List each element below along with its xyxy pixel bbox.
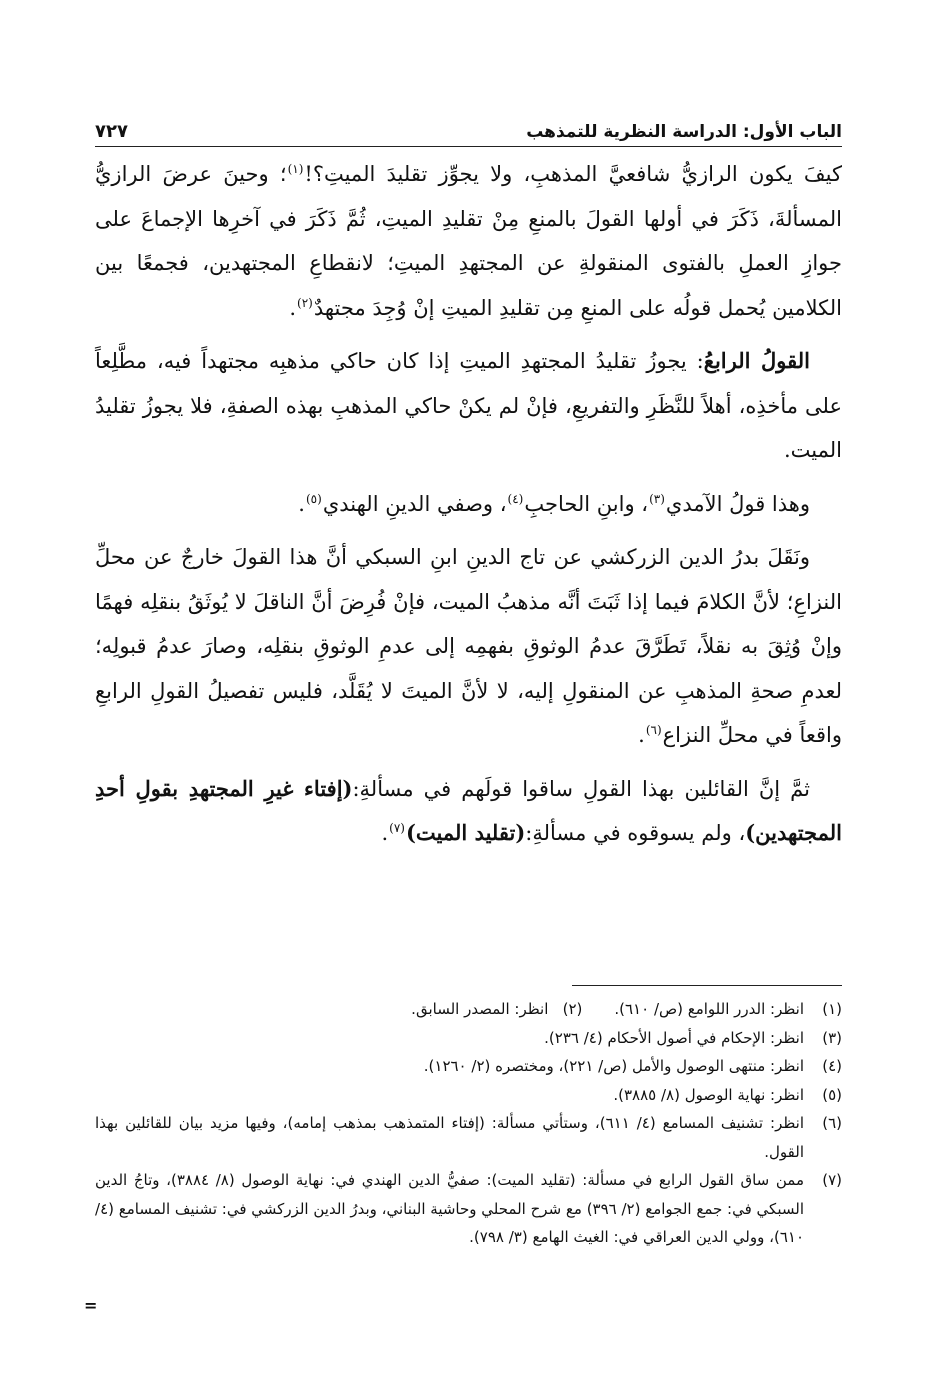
- continuation-mark: =: [84, 1296, 98, 1315]
- paragraph-3: وهذا قولُ الآمدي$^{(٣)}$، وابنِ الحاجبِ$^{(٤)}$، وصفي الدينِ الهندي$^{(٥)}$.: [298, 491, 810, 516]
- footnote-number: (٤): [822, 1057, 842, 1075]
- footnote-ref-4[interactable]: (٤): [507, 491, 524, 506]
- footnote-5: [95, 1081, 842, 1110]
- footnote-text: انظر: المصدر السابق.: [411, 1000, 549, 1018]
- footnote-text: ممن ساق القول الرابع في مسألة: (تقليد الميت): صفيُّ الدين الهندي في: نهاية الوصول (٨/ ٣٨٨٤)، وتاجُ الدين السبكي في: جمع الجوامع (٢/ ٣٩٦) مع شرح المحلي وحاشية البناني، وبدرُ الدين الزركشي في: تشنيف المسامع (٤/ ٦١٠)، وولي الدين العراقي في: الغيث الهامع (٣/ ٧٩٨).: [95, 1171, 804, 1246]
- footnote-number: (٦): [822, 1114, 842, 1132]
- footnote-text: انظر: منتهى الوصول والأمل (ص/ ٢٢١)، ومختصره (٢/ ١٢٦٠).: [423, 1057, 804, 1075]
- footnote-3: [95, 1024, 842, 1053]
- footnote-text: انظر: تشنيف المسامع (٤/ ٦١١)، وستأتي مسألة: (إفتاء المتمذهب بمذهب إمامه)، وفيها مزيد بيان للقائلين بهذا القول.: [95, 1114, 804, 1161]
- footnote-text: انظر: الدرر اللوامع (ص/ ٦١٠).: [614, 1000, 804, 1018]
- footnotes: [95, 995, 842, 1252]
- footnote-ref-2[interactable]: (٢): [297, 295, 313, 310]
- footnote-1: [614, 995, 842, 1024]
- paragraph-2: القولُ الرابعُ: يجوزُ تقليدُ المجتهدِ الميتِ إذا كان حاكي مذهبِه مجتهداً فيه، مطَّلِعاً على مأخذِه، أهلاً للنَّظَرِ والتفريعِ، فإنْ لم يكنْ حاكي المذهبِ بهذه الصفةِ، فلا يجوزُ تقليدُ الميت.: [95, 348, 842, 462]
- footnote-separator: [572, 985, 842, 986]
- main-text: [95, 152, 842, 865]
- footnote-number: (٧): [822, 1171, 842, 1189]
- paragraph-4: ونَقَلَ بدرُ الدين الزركشي عن تاج الدينِ ابنِ السبكي أنَّ هذا القولَ خارجٌ عن محلِّ النزاعِ؛ لأنَّ الكلامَ فيما إذا ثَبَتَ أنَّه مذهبُ الميت، فإنْ فُرِضَ أنَّ الناقلَ لا يُوثَقُ بنقلِه فهمًا وإنْ وُثِقَ به نقلاً، تَطَرَّقَ عدمُ الوثوقِ بفهمِه إلى عدمِ الوثوقِ بنقلِه، وصارَ عدمُ قبولِه؛ لعدمِ صحةِ المذهبِ عن المنقولِ إليه، لا لأنَّ الميتَ لا يُقَلَّد، فليس تفصيلُ القولِ الرابعِ واقعاً في محلِّ النزاع$^{(٦)}$.: [95, 545, 842, 747]
- footnote-ref-7[interactable]: (٧): [389, 821, 405, 835]
- footnote-number: (٢): [562, 1000, 583, 1018]
- footnote-6: [95, 1109, 842, 1166]
- paragraph-5: ثمَّ إنَّ القائلين بهذا القولِ ساقوا قولَهم في مسألةِ:(إفتاء غيرِ المجتهدِ بقولِ أحدِ المجتهدين)، ولم يسوقوه في مسألةِ:(تقليد الميت)$^{(٧)}$.: [95, 775, 842, 845]
- issue-title-2: (تقليد الميت): [405, 820, 526, 845]
- footnote-text: انظر: الإحكام في أصول الأحكام (٤/ ٢٣٦).: [544, 1028, 804, 1047]
- fourth-opinion-heading: القولُ الرابعُ: [703, 348, 810, 373]
- paragraph-1: كيفَ يكون الرازيُّ شافعيَّ المذهبِ، ولا يجوِّز تقليدَ الميتِ؟!$^{(١)}$؛ وحينَ عرضَ الرازيُّ المسألةَ، ذَكَرَ في أولها القولَ بالمنعِ مِنْ تقليدِ الميتِ، ثُمَّ ذَكَرَ في آخرِها الإجماعَ على جوازِ العملِ بالفتوى المنقولةِ عن المجتهدِ الميتِ؛ لانقطاعِ المجتهدين، فجمعًا بين الكلامين يُحمل قولُه على المنعِ مِن تقليدِ الميتِ إنْ وُجِدَ مجتهدٌ$^{(٢)}$.: [95, 162, 842, 320]
- page-number: ٧٢٧: [95, 121, 128, 142]
- book-page: [95, 0, 842, 1400]
- footnote-ref-5[interactable]: (٥): [305, 491, 322, 506]
- footnote-pair-1-2: [95, 995, 842, 1024]
- footnote-2: [411, 995, 582, 1024]
- footnote-4: [95, 1052, 842, 1081]
- footnote-number: (٣): [822, 1028, 842, 1047]
- footnote-7: [95, 1166, 842, 1252]
- issue-title-1: (إفتاء غيرِ المجتهدِ بقولِ أحدِ المجتهدين): [95, 775, 842, 845]
- footnote-ref-1[interactable]: (١): [287, 162, 304, 176]
- footnote-number: (٥): [822, 1085, 842, 1104]
- footnote-text: انظر: نهاية الوصول (٨/ ٣٨٨٥).: [613, 1085, 804, 1104]
- footnote-number: (١): [822, 1000, 842, 1018]
- chapter-title: الباب الأول: الدراسة النظرية للتمذهب: [526, 122, 842, 142]
- running-header: [95, 102, 842, 147]
- footnote-ref-6[interactable]: (٦): [645, 723, 662, 737]
- footnote-ref-3[interactable]: (٣): [649, 491, 665, 506]
